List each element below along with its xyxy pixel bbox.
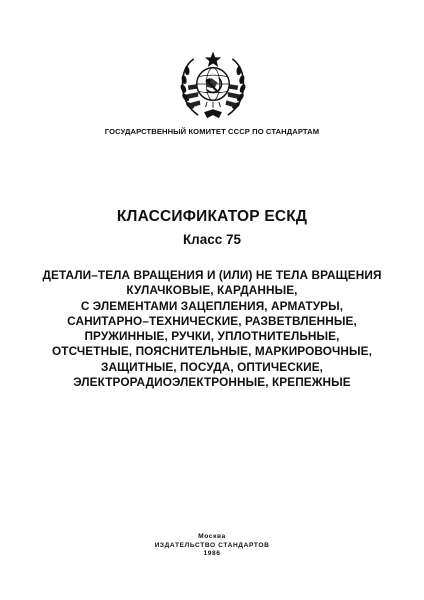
class-description	[0, 268, 424, 390]
imprint-year: 1986	[203, 550, 221, 558]
imprint-publisher: ИЗДАТЕЛЬСТВО СТАНДАРТОВ	[154, 541, 270, 549]
heading-line: ПРУЖИННЫЕ, РУЧКИ, УПЛОТНИТЕЛЬНЫЕ,	[84, 329, 340, 344]
imprint	[0, 533, 424, 559]
heading-line: ЗАЩИТНЫЕ, ПОСУДА, ОПТИЧЕСКИЕ,	[100, 359, 324, 374]
heading-line: С ЭЛЕМЕНТАМИ ЗАЦЕПЛЕНИЯ, АРМАТУРЫ,	[80, 298, 344, 313]
document-title: КЛАССИФИКАТОР ЕСКД	[116, 208, 308, 225]
committee-name: ГОСУДАРСТВЕННЫЙ КОМИТЕТ СССР ПО СТАНДАРТАМ	[104, 127, 320, 136]
heading-line: ОТСЧЕТНЫЕ, ПОЯСНИТЕЛЬНЫЕ, МАРКИРОВОЧНЫЕ,	[52, 344, 372, 359]
class-label: Класс 75	[182, 232, 242, 247]
heading-line: ЭЛЕКТРОРАДИОЭЛЕКТРОННЫЕ, КРЕПЕЖНЫЕ	[73, 375, 351, 390]
imprint-city: Москва	[198, 533, 226, 540]
heading-line: САНИТАРНО–ТЕХНИЧЕСКИЕ, РАЗВЕТВЛЕННЫЕ,	[67, 313, 357, 328]
ussr-state-emblem-icon	[176, 50, 250, 124]
heading-line: КУЛАЧКОВЫЕ, КАРДАННЫЕ,	[126, 283, 298, 298]
heading-line: ДЕТАЛИ–ТЕЛА ВРАЩЕНИЯ И (ИЛИ) НЕ ТЕЛА ВРАЩЕНИЯ	[42, 268, 382, 282]
